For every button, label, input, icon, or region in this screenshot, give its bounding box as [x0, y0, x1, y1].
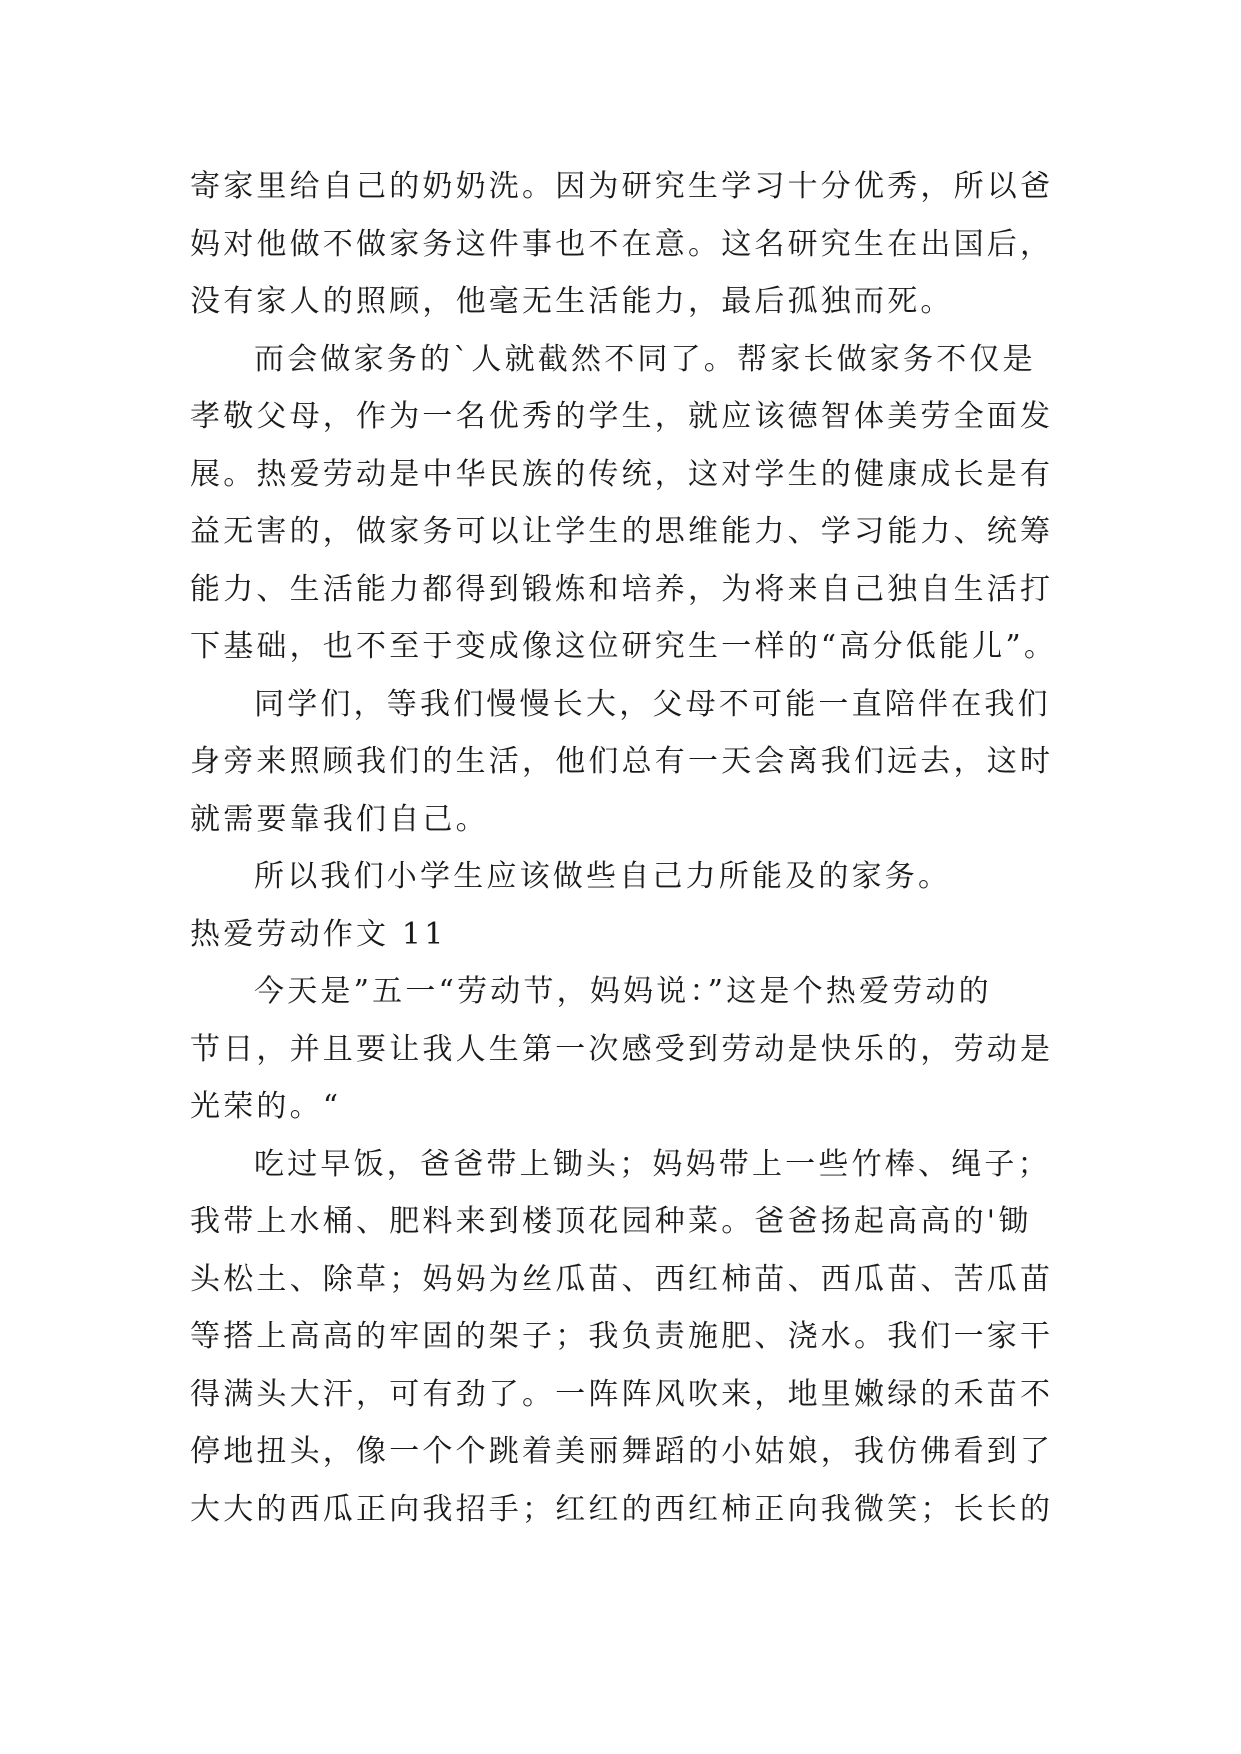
paragraph-line: 节日，并且要让我人生第一次感受到劳动是快乐的，劳动是	[190, 1031, 1054, 1067]
paragraph	[190, 676, 1060, 849]
document-body	[190, 158, 1060, 1538]
paragraph-line: 所以我们小学生应该做些自己力所能及的家务。	[254, 859, 952, 894]
paragraph-line: 光荣的。“	[190, 1089, 342, 1124]
paragraph-line: 身旁来照顾我们的生活，他们总有一天会离我们远去，这时	[190, 744, 1054, 779]
paragraph-line: 下基础，也不至于变成像这位研究生一样的“高分低能儿”。	[190, 629, 1058, 664]
paragraph-line: 寄家里给自己的奶奶洗。因为研究生学习十分优秀，所以爸	[190, 169, 1054, 204]
paragraph-line: 头松土、除草；妈妈为丝瓜苗、西红柿苗、西瓜苗、苦瓜苗	[190, 1261, 1054, 1297]
paragraph-line: 益无害的，做家务可以让学生的思维能力、学习能力、统筹	[190, 514, 1054, 549]
paragraph	[190, 963, 1060, 1136]
paragraph-line: 妈对他做不做家务这件事也不在意。这名研究生在出国后，	[190, 226, 1054, 262]
paragraph	[190, 331, 1060, 676]
paragraph-line: 就需要靠我们自己。	[190, 801, 489, 837]
paragraph-line: 没有家人的照顾，他毫无生活能力，最后孤独而死。	[190, 284, 954, 319]
paragraph-line: 等搭上高高的牢固的架子；我负责施肥、浇水。我们一家干	[190, 1319, 1054, 1354]
paragraph	[190, 1136, 1060, 1539]
paragraph-line: 今天是”五一“劳动节，妈妈说：”这是个热爱劳动的	[254, 974, 992, 1009]
paragraph-line: 孝敬父母，作为一名优秀的学生，就应该德智体美劳全面发	[190, 399, 1054, 434]
paragraph-line: 而会做家务的`人就截然不同了。帮家长做家务不仅是	[254, 341, 1036, 377]
paragraph-line: 大大的西瓜正向我招手；红红的西红柿正向我微笑；长长的	[190, 1491, 1054, 1527]
paragraph-line: 吃过早饭，爸爸带上锄头；妈妈带上一些竹棒、绳子；	[254, 1146, 1051, 1182]
paragraph	[190, 848, 1060, 906]
paragraph-line: 展。热爱劳动是中华民族的传统，这对学生的健康成长是有	[190, 456, 1054, 492]
paragraph-line: 得满头大汗，可有劲了。一阵阵风吹来，地里嫩绿的禾苗不	[190, 1376, 1054, 1412]
paragraph	[190, 158, 1060, 331]
section-heading: 热爱劳动作文 11	[190, 916, 447, 952]
paragraph-line: 停地扭头，像一个个跳着美丽舞蹈的小姑娘，我仿佛看到了	[190, 1434, 1054, 1469]
paragraph-line: 我带上水桶、肥料来到楼顶花园种菜。爸爸扬起高高的'锄	[190, 1204, 1032, 1239]
paragraph-line: 能力、生活能力都得到锻炼和培养，为将来自己独自生活打	[190, 571, 1054, 607]
paragraph-line: 同学们，等我们慢慢长大，父母不可能一直陪伴在我们	[254, 686, 1051, 722]
